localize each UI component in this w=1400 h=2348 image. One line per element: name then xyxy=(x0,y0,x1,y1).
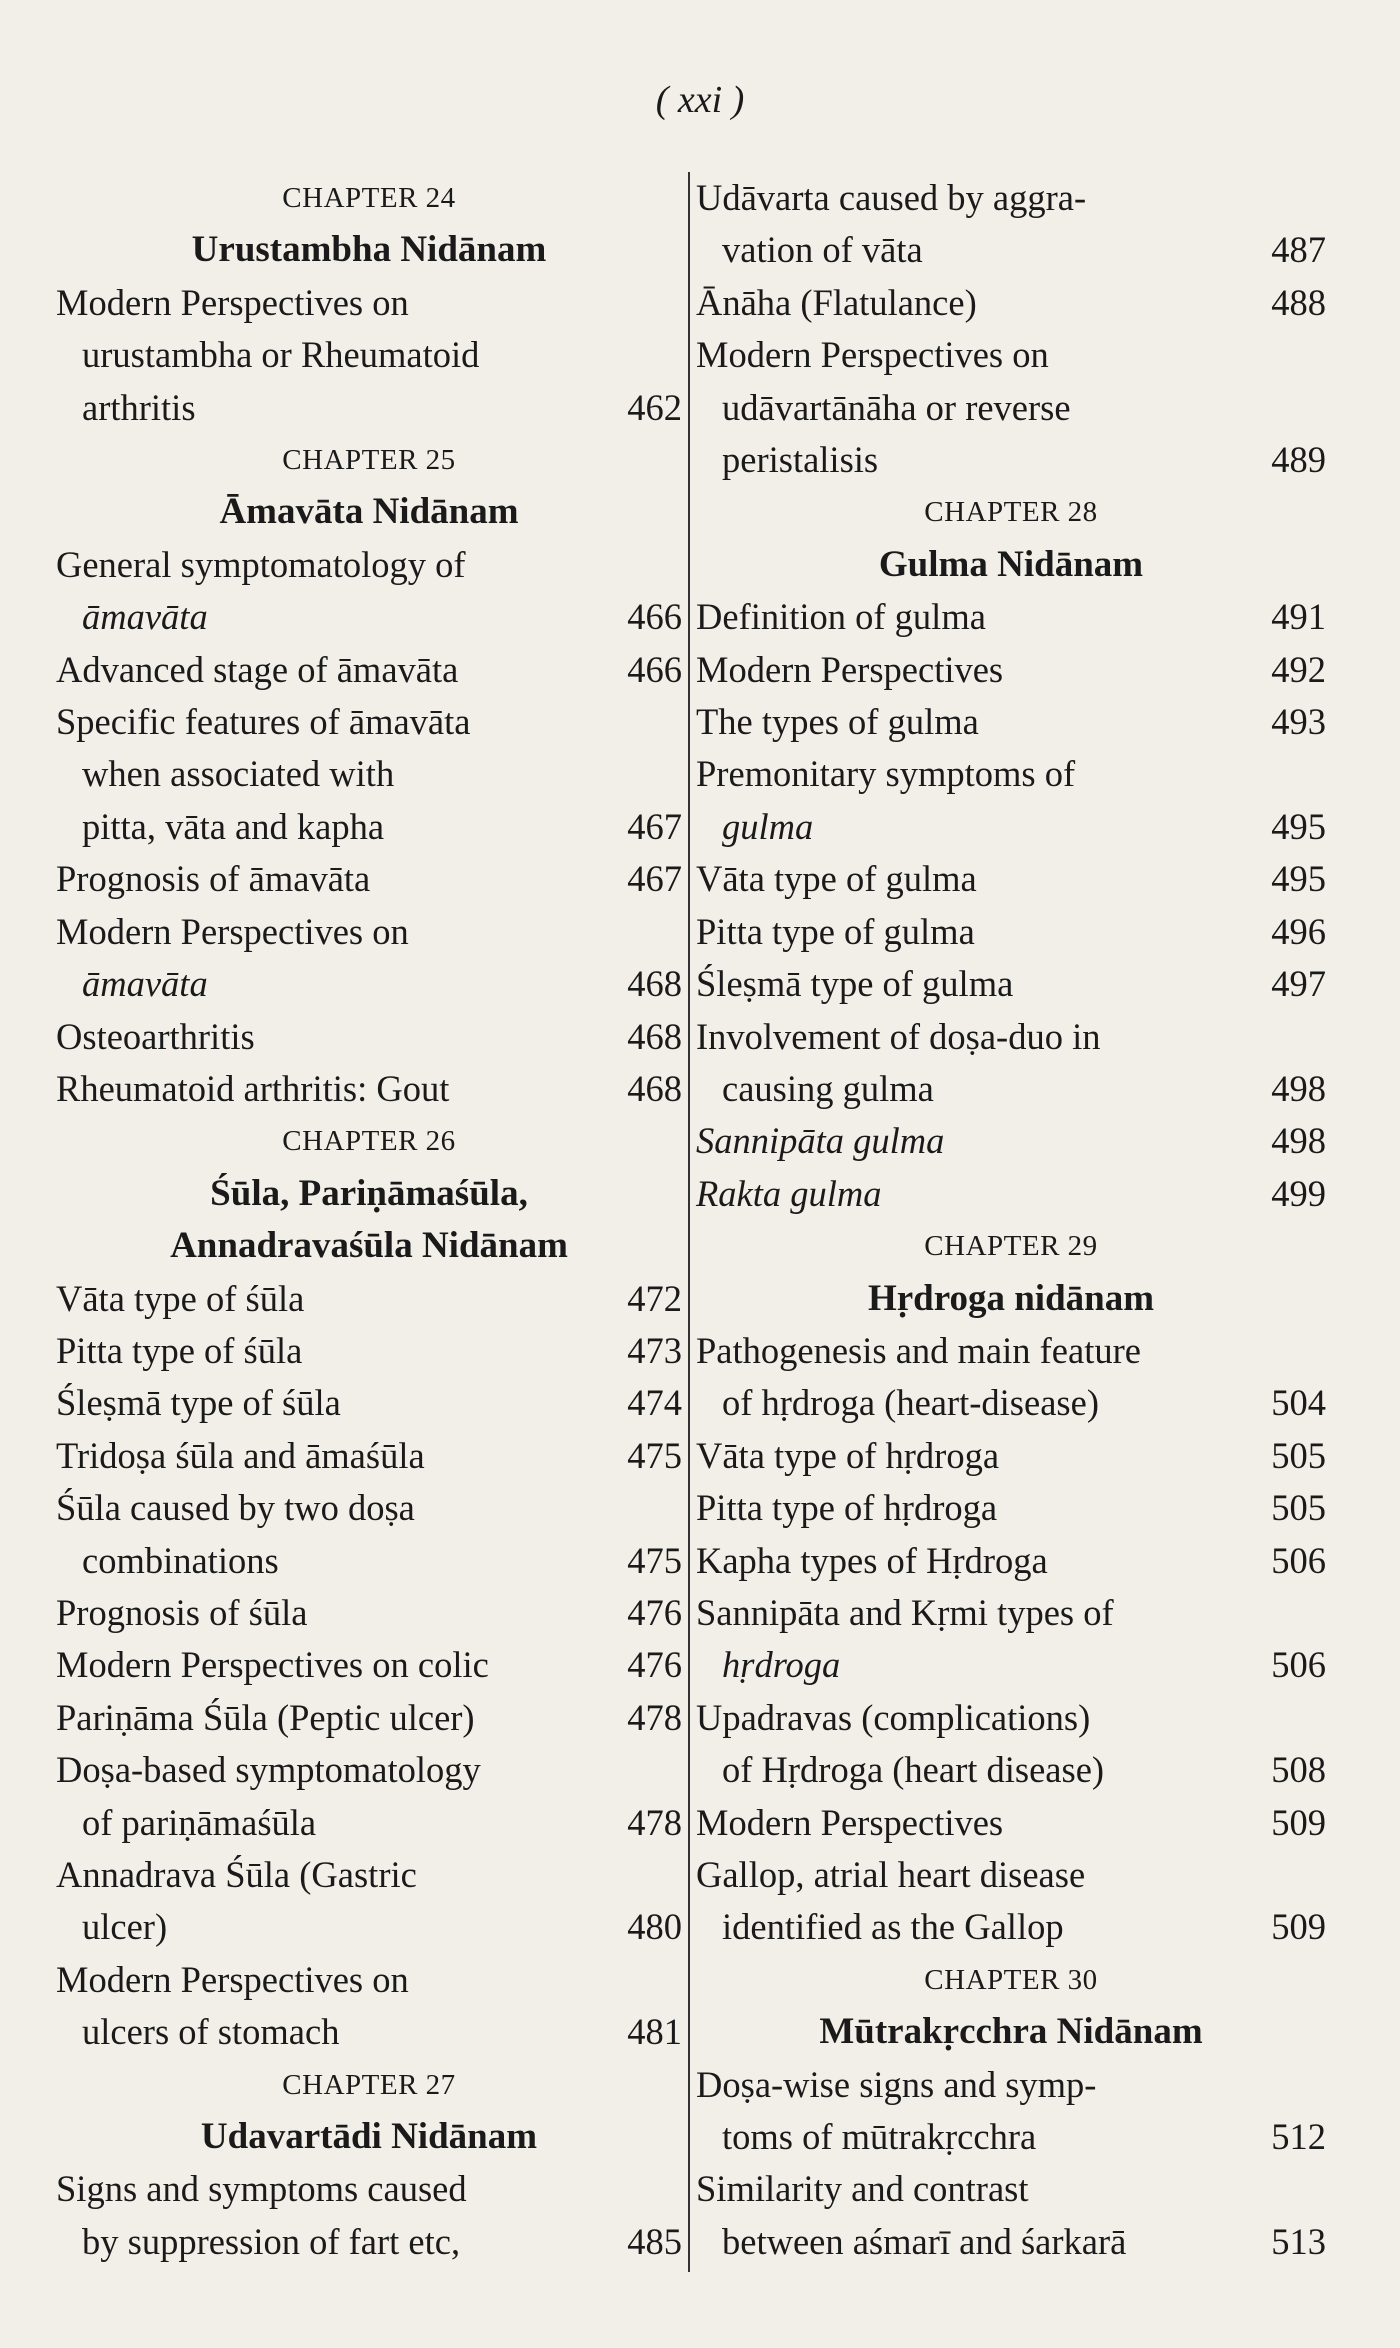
toc-entry-text: Signs and symptoms caused xyxy=(56,2168,467,2210)
toc-entry xyxy=(696,1063,1326,1115)
toc-entry xyxy=(56,801,682,853)
toc-entry xyxy=(56,1797,682,1849)
toc-entry-text: General symptomatology of xyxy=(56,543,466,585)
toc-entry xyxy=(696,2216,1326,2268)
toc-entry xyxy=(696,1849,1326,1901)
chapter-heading: CHAPTER 25 xyxy=(282,444,456,477)
toc-entry-text: Sannipāta and Kṛmi types of xyxy=(696,1591,1114,1633)
toc-entry xyxy=(696,591,1326,643)
toc-entry-text: Gallop, atrial heart disease xyxy=(696,1854,1086,1895)
toc-entry xyxy=(56,1901,682,1953)
chapter-heading: CHAPTER 28 xyxy=(924,496,1098,529)
toc-entry-text: The types of gulma xyxy=(696,701,979,743)
toc-page-number: 509 xyxy=(1271,1801,1326,1843)
toc-entry xyxy=(56,1587,682,1639)
toc-entry-text: Annadrava Śūla (Gastric xyxy=(56,1854,417,1895)
toc-entry-text: Prognosis of śūla xyxy=(56,1591,308,1633)
toc-page-number: 513 xyxy=(1271,2220,1326,2262)
toc-page-number: 488 xyxy=(1271,281,1326,323)
toc-entry-text: vation of vāta xyxy=(722,229,923,271)
toc-page-number: 475 xyxy=(627,1434,682,1476)
toc-entry xyxy=(696,2111,1326,2163)
toc-page-number: 467 xyxy=(627,805,682,847)
chapter-title: Udavartādi Nidānam xyxy=(200,2116,538,2158)
toc-entry-text: Tridoṣa śūla and āmaśūla xyxy=(56,1434,425,1476)
toc-entry-text: Sannipāta gulma xyxy=(696,1120,945,1162)
toc-entry xyxy=(56,1639,682,1691)
toc-page-number: 492 xyxy=(1271,648,1326,690)
toc-entry xyxy=(696,329,1326,381)
toc-entry-text: when associated with xyxy=(82,753,395,795)
toc-entry xyxy=(696,1377,1326,1429)
toc-entry xyxy=(56,906,682,958)
toc-entry-text: of Hṛdroga (heart disease) xyxy=(722,1749,1105,1791)
chapter-heading: CHAPTER 27 xyxy=(282,2068,456,2101)
toc-entry xyxy=(56,958,682,1010)
toc-page-number: 495 xyxy=(1271,805,1326,847)
toc-entry-text: Kapha types of Hṛdroga xyxy=(696,1539,1048,1581)
toc-page-number: 468 xyxy=(627,1067,682,1109)
column-divider xyxy=(688,172,690,2272)
toc-page-number: 475 xyxy=(627,1539,682,1581)
toc-page-number: 472 xyxy=(627,1277,682,1319)
chapter-heading: CHAPTER 24 xyxy=(282,182,456,214)
toc-entry xyxy=(56,1849,682,1901)
toc-entry xyxy=(696,853,1326,905)
toc-entry xyxy=(56,853,682,905)
toc-entry xyxy=(696,696,1326,748)
toc-entry xyxy=(696,1901,1326,1953)
chapter-title: Mūtrakṛcchra Nidānam xyxy=(819,2011,1203,2053)
toc-page-number: 481 xyxy=(627,2011,682,2053)
toc-page-number: 466 xyxy=(627,596,682,638)
toc-page-number: 497 xyxy=(1271,963,1326,1005)
toc-entry-text: Involvement of doṣa-duo in xyxy=(696,1015,1101,1057)
toc-entry-text: of pariṇāmaśūla xyxy=(82,1801,317,1843)
toc-page-number: 474 xyxy=(627,1382,682,1424)
toc-entry-text: Doṣa-based symptomatology xyxy=(56,1749,481,1791)
toc-page-number: 468 xyxy=(627,963,682,1005)
toc-entry xyxy=(696,172,1326,224)
toc-entry-text: Osteoarthritis xyxy=(56,1015,255,1057)
toc-entry xyxy=(696,1115,1326,1167)
toc-entry xyxy=(696,224,1326,276)
toc-entry xyxy=(56,591,682,643)
toc-entry-text: Vāta type of hṛdroga xyxy=(696,1434,1000,1476)
toc-page-number: 498 xyxy=(1271,1120,1326,1162)
toc-entry-text: Modern Perspectives xyxy=(696,648,1004,690)
left-column xyxy=(56,172,682,2268)
toc-entry-text: Advanced stage of āmavāta xyxy=(56,648,459,690)
toc-entry-text: ulcer) xyxy=(82,1906,168,1948)
toc-entry xyxy=(56,644,682,696)
toc-entry-text: Rakta gulma xyxy=(696,1172,882,1214)
toc-entry-text: ulcers of stomach xyxy=(82,2011,340,2053)
toc-entry xyxy=(56,1325,682,1377)
toc-entry xyxy=(56,277,682,329)
toc-page-number: 478 xyxy=(627,1696,682,1738)
toc-entry-text: Modern Perspectives on xyxy=(56,281,409,323)
toc-entry-text: Śleṣmā type of śūla xyxy=(56,1382,341,1424)
chapter-title: Āmavāta Nidānam xyxy=(219,491,519,533)
toc-entry-text: toms of mūtrakṛcchra xyxy=(722,2116,1037,2158)
toc-page-number: 462 xyxy=(627,386,682,428)
toc-entry-text: Definition of gulma xyxy=(696,596,986,638)
toc-entry-text: arthritis xyxy=(82,386,196,428)
toc-entry xyxy=(696,1639,1326,1691)
right-column xyxy=(696,172,1326,2268)
toc-entry xyxy=(696,1325,1326,1377)
toc-entry-text: causing gulma xyxy=(722,1067,934,1109)
toc-page-number: 512 xyxy=(1271,2116,1326,2158)
toc-entry-text: Upadravas (complications) xyxy=(696,1696,1091,1738)
toc-page-number: 498 xyxy=(1271,1067,1326,1109)
toc-entry-text: Śleṣmā type of gulma xyxy=(696,963,1014,1005)
toc-page-number: 505 xyxy=(1271,1487,1326,1529)
toc-entry xyxy=(56,1744,682,1796)
toc-entry xyxy=(696,906,1326,958)
toc-entry-text: identified as the Gallop xyxy=(722,1906,1064,1948)
toc-entry-text: āmavāta xyxy=(82,596,208,638)
chapter-title: Urustambha Nidānam xyxy=(191,229,547,271)
toc-entry-text: Pariṇāma Śūla (Peptic ulcer) xyxy=(56,1696,475,1738)
toc-entry xyxy=(696,1692,1326,1744)
chapter-title: Gulma Nidānam xyxy=(878,543,1144,585)
toc-page-number: 496 xyxy=(1271,910,1326,952)
chapter-heading: CHAPTER 29 xyxy=(924,1230,1098,1263)
toc-entry xyxy=(56,2216,682,2268)
toc-page-number: 476 xyxy=(627,1591,682,1633)
toc-entry xyxy=(56,696,682,748)
toc-page-number: 487 xyxy=(1271,229,1326,271)
toc-entry-text: Ānāha (Flatulance) xyxy=(696,281,977,323)
toc-entry-text: āmavāta xyxy=(82,963,208,1005)
toc-entry-text: Pitta type of hṛdroga xyxy=(696,1487,998,1529)
toc-entry xyxy=(696,801,1326,853)
toc-entry-text: peristalisis xyxy=(722,439,879,481)
toc-entry xyxy=(56,1430,682,1482)
toc-entry xyxy=(696,382,1326,434)
toc-entry xyxy=(56,1482,682,1534)
toc-page-number: 506 xyxy=(1271,1539,1326,1581)
toc-entry-text: Similarity and contrast xyxy=(696,2168,1029,2210)
chapter-title: Śūla, Pariṇāmaśūla, xyxy=(210,1172,528,1214)
toc-entry-text: Modern Perspectives on xyxy=(56,1958,409,2000)
toc-page-number: 480 xyxy=(627,1906,682,1948)
toc-entry xyxy=(696,644,1326,696)
toc-entry xyxy=(56,329,682,381)
chapter-heading: CHAPTER 30 xyxy=(924,1963,1098,1996)
toc-entry-text: Modern Perspectives on xyxy=(56,910,409,952)
toc-entry-text: Pitta type of gulma xyxy=(696,910,975,952)
toc-entry xyxy=(696,1744,1326,1796)
toc-entry xyxy=(696,1482,1326,1534)
toc-entry-text: Vāta type of śūla xyxy=(56,1277,305,1319)
toc-entry xyxy=(696,2163,1326,2215)
toc-entry xyxy=(696,1587,1326,1639)
toc-entry-text: gulma xyxy=(722,805,814,847)
toc-entry xyxy=(696,434,1326,486)
toc-entry xyxy=(696,1535,1326,1587)
toc-entry-text: Modern Perspectives on colic xyxy=(56,1644,489,1686)
toc-entry xyxy=(56,1063,682,1115)
toc-page-number: 468 xyxy=(627,1015,682,1057)
toc-entry xyxy=(56,382,682,434)
toc-page-number: 499 xyxy=(1271,1172,1326,1214)
toc-entry xyxy=(56,1954,682,2006)
toc-entry-text: Śūla caused by two doṣa xyxy=(56,1487,415,1529)
toc-entry xyxy=(56,1011,682,1063)
toc-entry xyxy=(56,1692,682,1744)
toc-entry-text: Specific features of āmavāta xyxy=(56,701,471,743)
toc-entry-text: Pathogenesis and main feature xyxy=(696,1329,1141,1371)
toc-entry xyxy=(696,748,1326,800)
toc-page-number: 504 xyxy=(1271,1382,1326,1424)
toc-page-number: 506 xyxy=(1271,1644,1326,1686)
toc-page-number: 508 xyxy=(1271,1749,1326,1791)
toc-entry-text: combinations xyxy=(82,1539,279,1581)
toc-entry-text: Prognosis of āmavāta xyxy=(56,858,371,900)
toc-entry xyxy=(56,1535,682,1587)
chapter-title: Annadravaśūla Nidānam xyxy=(170,1225,568,1267)
toc-entry xyxy=(56,1273,682,1325)
toc-entry xyxy=(696,1011,1326,1063)
toc-entry-text: Pitta type of śūla xyxy=(56,1329,303,1371)
toc-entry xyxy=(56,1377,682,1429)
toc-page-number: 467 xyxy=(627,858,682,900)
toc-page-number: 466 xyxy=(627,648,682,690)
toc-entry xyxy=(56,539,682,591)
page-number: ( xxi ) xyxy=(655,79,745,121)
chapter-title: Hṛdroga nidānam xyxy=(867,1277,1155,1319)
toc-page-number: 495 xyxy=(1271,858,1326,900)
toc-entry xyxy=(696,1797,1326,1849)
toc-entry-text: Rheumatoid arthritis: Gout xyxy=(56,1067,450,1109)
toc-entry-text: Modern Perspectives on xyxy=(696,334,1049,376)
toc-entry-text: Modern Perspectives xyxy=(696,1801,1004,1843)
toc-entry-text: between aśmarī and śarkarā xyxy=(722,2220,1127,2262)
toc-page-number: 505 xyxy=(1271,1434,1326,1476)
toc-entry-text: Doṣa-wise signs and symp- xyxy=(696,2063,1097,2105)
toc-page-number: 473 xyxy=(627,1329,682,1371)
toc-entry xyxy=(696,1168,1326,1220)
toc-entry xyxy=(696,958,1326,1010)
toc-entry xyxy=(696,277,1326,329)
toc-entry-text: of hṛdroga (heart-disease) xyxy=(722,1382,1099,1424)
chapter-heading: CHAPTER 26 xyxy=(282,1125,456,1158)
toc-entry-text: by suppression of fart etc, xyxy=(82,2220,461,2262)
toc-entry xyxy=(696,1430,1326,1482)
toc-page-number: 485 xyxy=(627,2220,682,2262)
toc-entry xyxy=(56,2163,682,2215)
toc-entry-text: Udāvarta caused by aggra- xyxy=(696,177,1087,218)
toc-page-number: 491 xyxy=(1271,596,1326,638)
toc-entry-text: Vāta type of gulma xyxy=(696,858,977,900)
toc-entry-text: udāvartānāha or reverse xyxy=(722,386,1071,428)
toc-page-number: 493 xyxy=(1271,701,1326,743)
toc-page-number: 489 xyxy=(1271,439,1326,481)
toc-page-number: 476 xyxy=(627,1644,682,1686)
toc-entry xyxy=(56,2006,682,2058)
toc-entry-text: hṛdroga xyxy=(722,1644,841,1686)
toc-entry-text: pitta, vāta and kapha xyxy=(82,805,385,847)
toc-entry-text: Premonitary symptoms of xyxy=(696,753,1076,795)
toc-page-number: 509 xyxy=(1271,1906,1326,1948)
toc-page-number: 478 xyxy=(627,1801,682,1843)
toc-entry-text: urustambha or Rheumatoid xyxy=(82,334,480,376)
toc-entry xyxy=(56,748,682,800)
toc-entry xyxy=(696,2059,1326,2111)
